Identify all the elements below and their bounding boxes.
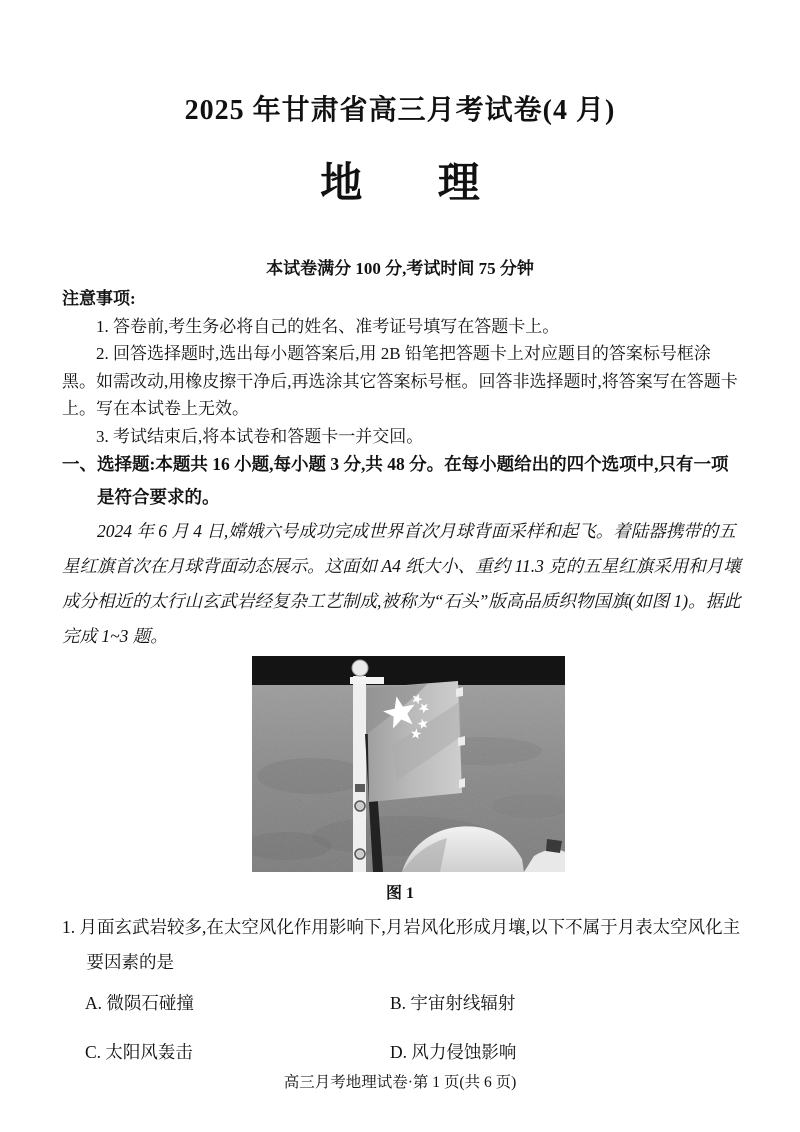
exam-info-line: 本试卷满分 100 分,考试时间 75 分钟 [266, 259, 534, 278]
figure-1-photo [252, 656, 565, 872]
option-d: D. 风力侵蚀影响 [390, 1042, 517, 1062]
moon-sky [252, 656, 565, 685]
option-c: C. 太阳风轰击 [85, 1042, 193, 1062]
subject-title: 地理 [320, 161, 556, 207]
note-item-1: 1. 答卷前,考生务必将自己的姓名、准考证号填写在答题卡上。 [96, 316, 560, 336]
pole-knob [352, 660, 368, 676]
context-passage: 2024 年 6 月 4 日,嫦娥六号成功完成世界首次月球背面采样和起飞。着陆器携带的五星红旗首次在月球背面动态展示。这面如 A4 纸大小、重约 11.3 克的五星红旗采用和月壤成分相近的太行山玄武岩经复杂工艺制成,被称为“石头”版高品质织物国旗(如图 1)。据此完成 1~3 题。 [62, 521, 741, 646]
page-footer: 高三月考地理试卷·第 1 页(共 6 页) [283, 1074, 517, 1091]
question-1-stem: 1. 月面玄武岩较多,在太空风化作用影响下,月岩风化形成月壤,以下不属于月表太空风化主要因素的是 [62, 917, 741, 972]
notes-block [62, 285, 738, 450]
figure-caption: 图 1 [385, 885, 414, 902]
section-heading-multiple-choice: 一、选择题:本题共 16 小题,每小题 3 分,共 48 分。在每小题给出的四个选项中,只有一项是符合要求的。 [62, 454, 729, 507]
note-item-3: 3. 考试结束后,将本试卷和答题卡一并交回。 [96, 426, 424, 446]
notes-heading: 注意事项: [62, 289, 136, 308]
question-1-options [85, 990, 742, 1064]
page-title: 2025 年甘肃省高三月考试卷(4 月) [184, 95, 616, 126]
note-item-2: 2. 回答选择题时,选出每小题答案后,用 2B 铅笔把答题卡上对应题目的答案标号框涂黑。如需改动,用橡皮擦干净后,再选涂其它答案标号框。回答非选择题时,将答案写在答题卡上。写在本试卷上无效。 [62, 344, 738, 418]
option-a: A. 微陨石碰撞 [85, 993, 194, 1013]
flag-pole [353, 676, 366, 872]
moon-flag-photo [252, 656, 565, 872]
option-b: B. 宇宙射线辐射 [390, 993, 516, 1013]
